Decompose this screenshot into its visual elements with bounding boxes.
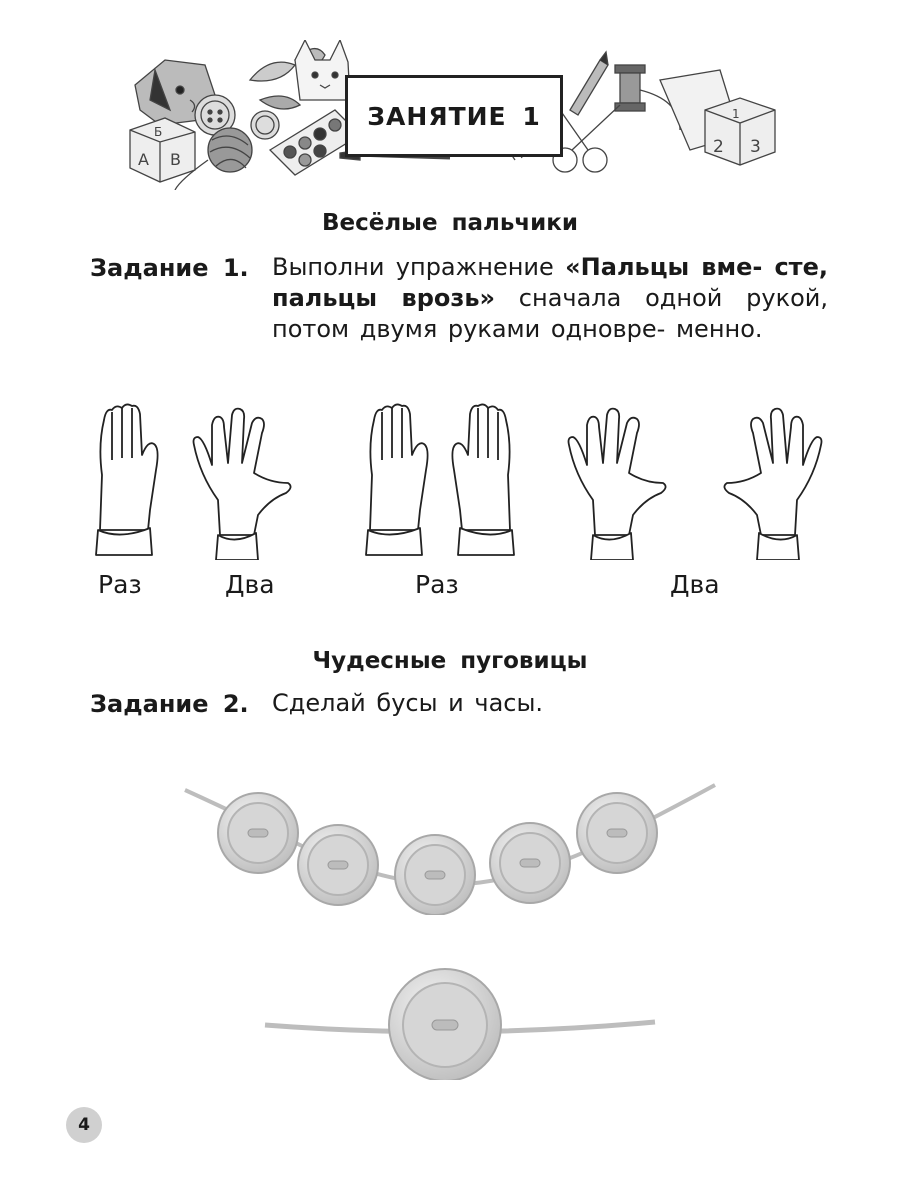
svg-text:3: 3 xyxy=(750,137,761,157)
task-1-label: Задание 1. xyxy=(90,254,249,282)
hand-fingers-together-icon xyxy=(452,404,514,555)
hands-illustration xyxy=(80,400,840,560)
section-title-fingers: Весёлые пальчики xyxy=(321,210,579,236)
button-bead-icon xyxy=(389,969,501,1080)
task-2-label: Задание 2. xyxy=(90,690,249,718)
task-1-exercise-name: «Пальцы вме- сте, пальцы врозь» xyxy=(272,253,828,312)
hand-label-4: Два xyxy=(670,570,720,599)
svg-text:2: 2 xyxy=(713,137,724,157)
hand-fingers-apart-icon xyxy=(724,409,821,560)
button-bead-icon xyxy=(395,835,475,915)
section-title-buttons: Чудесные пуговицы xyxy=(312,648,588,674)
button-bead-icon xyxy=(577,793,657,873)
hand-fingers-together-icon xyxy=(366,404,428,555)
pencil-icon xyxy=(570,52,608,115)
hand-label-3: Раз xyxy=(415,570,459,599)
task-1-text-before: Выполни упражнение xyxy=(272,253,566,281)
cube-abc-icon xyxy=(130,118,195,182)
lesson-title: ЗАНЯТИЕ 1 xyxy=(345,75,563,157)
beads-illustration xyxy=(180,775,720,915)
svg-text:Б: Б xyxy=(154,125,163,139)
hand-label-2: Два xyxy=(225,570,275,599)
svg-text:A: A xyxy=(138,150,149,169)
hand-label-1: Раз xyxy=(98,570,142,599)
hand-fingers-together-icon xyxy=(96,404,158,555)
scissors-icon xyxy=(553,105,620,172)
svg-text:1: 1 xyxy=(732,107,740,121)
cube-123-icon xyxy=(705,98,775,165)
svg-text:B: B xyxy=(170,150,181,169)
hand-fingers-apart-icon xyxy=(194,409,291,560)
watch-illustration xyxy=(260,960,660,1080)
task-2-text: Сделай бусы и часы. xyxy=(272,689,544,717)
task-1-text xyxy=(272,252,828,345)
page-number: 4 xyxy=(66,1107,102,1143)
button-bead-icon xyxy=(298,825,378,905)
hand-fingers-apart-icon xyxy=(569,409,666,560)
task-1-text-after: сначала одной рукой, потом двумя руками одновре- менно. xyxy=(272,284,828,343)
button-bead-icon xyxy=(490,823,570,903)
cat-icon xyxy=(295,40,350,100)
button-bead-icon xyxy=(218,793,298,873)
